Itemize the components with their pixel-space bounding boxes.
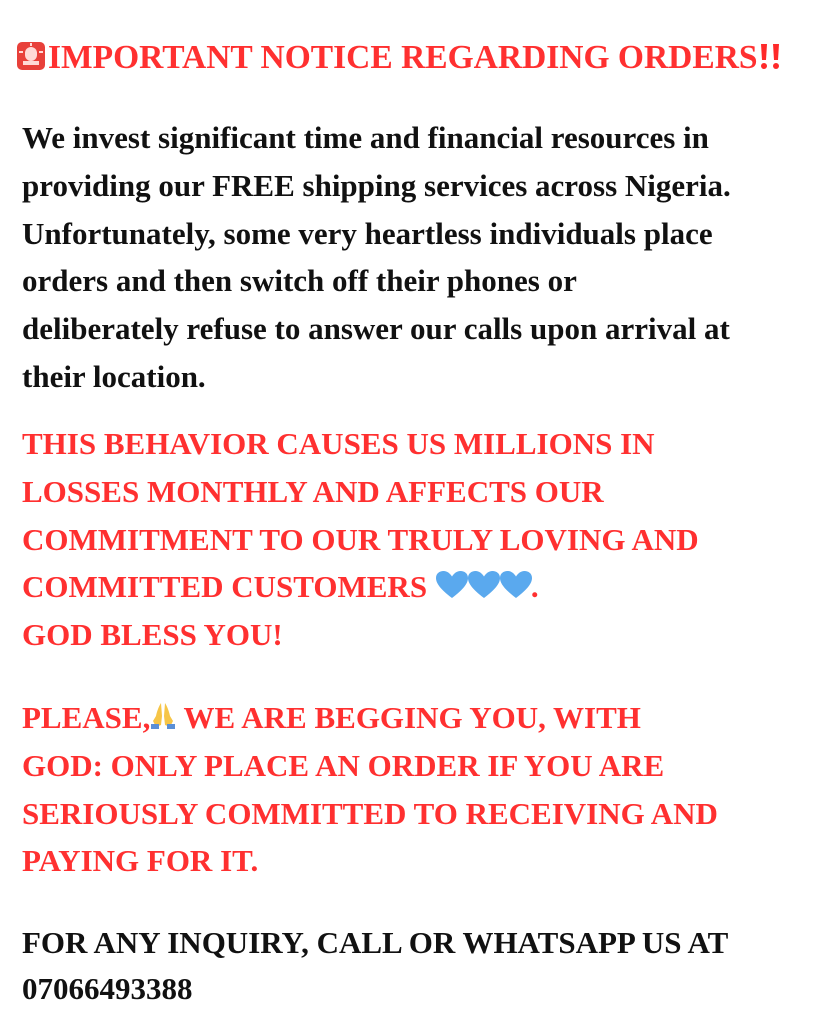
plea-first-line xyxy=(22,694,822,742)
plea-paragraph xyxy=(22,694,822,885)
plea-line: GOD: ONLY PLACE AN ORDER IF YOU ARE xyxy=(22,747,665,783)
warning-line: LOSSES MONTHLY AND AFFECTS OUR xyxy=(22,473,604,509)
notice-title xyxy=(16,38,784,78)
plea-suffix: WE ARE BEGGING YOU, WITH xyxy=(176,700,641,735)
blue-heart-icon xyxy=(435,570,469,600)
plea-line: SERIOUSLY COMMITTED TO RECEIVING AND xyxy=(22,795,718,831)
intro-line: Unfortunately, some very heartless individuals place xyxy=(22,215,713,251)
god-bless-line: GOD BLESS YOU! xyxy=(22,617,283,653)
siren-icon xyxy=(16,41,46,71)
period: . xyxy=(530,569,539,605)
blue-heart-icon xyxy=(467,570,501,600)
intro-line: orders and then switch off their phones or xyxy=(22,263,577,299)
plea-line: PAYING FOR IT. xyxy=(22,843,259,879)
intro-paragraph xyxy=(22,114,822,401)
folded-hands-icon xyxy=(150,700,176,730)
warning-line: COMMITTED CUSTOMERS xyxy=(22,569,428,605)
plea-prefix: PLEASE, xyxy=(22,700,151,735)
double-exclamation-icon xyxy=(758,41,784,71)
contact-label: FOR ANY INQUIRY, CALL OR WHATSAPP US AT xyxy=(22,925,729,960)
intro-line: deliberately refuse to answer our calls upon arrival at xyxy=(22,311,730,347)
blue-heart-icon xyxy=(499,570,533,600)
contact-section xyxy=(22,920,822,1012)
intro-line: providing our FREE shipping services across Nigeria. xyxy=(22,167,731,203)
warning-paragraph xyxy=(22,420,822,659)
warning-line-with-hearts xyxy=(22,563,822,611)
intro-line: We invest significant time and financial resources in xyxy=(22,120,709,155)
title-text: IMPORTANT NOTICE REGARDING ORDERS xyxy=(48,39,758,76)
intro-line: their location. xyxy=(22,358,206,394)
contact-phone: 07066493388 xyxy=(22,971,193,1006)
warning-line: THIS BEHAVIOR CAUSES US MILLIONS IN xyxy=(22,426,655,461)
warning-line: COMMITMENT TO OUR TRULY LOVING AND xyxy=(22,521,699,557)
